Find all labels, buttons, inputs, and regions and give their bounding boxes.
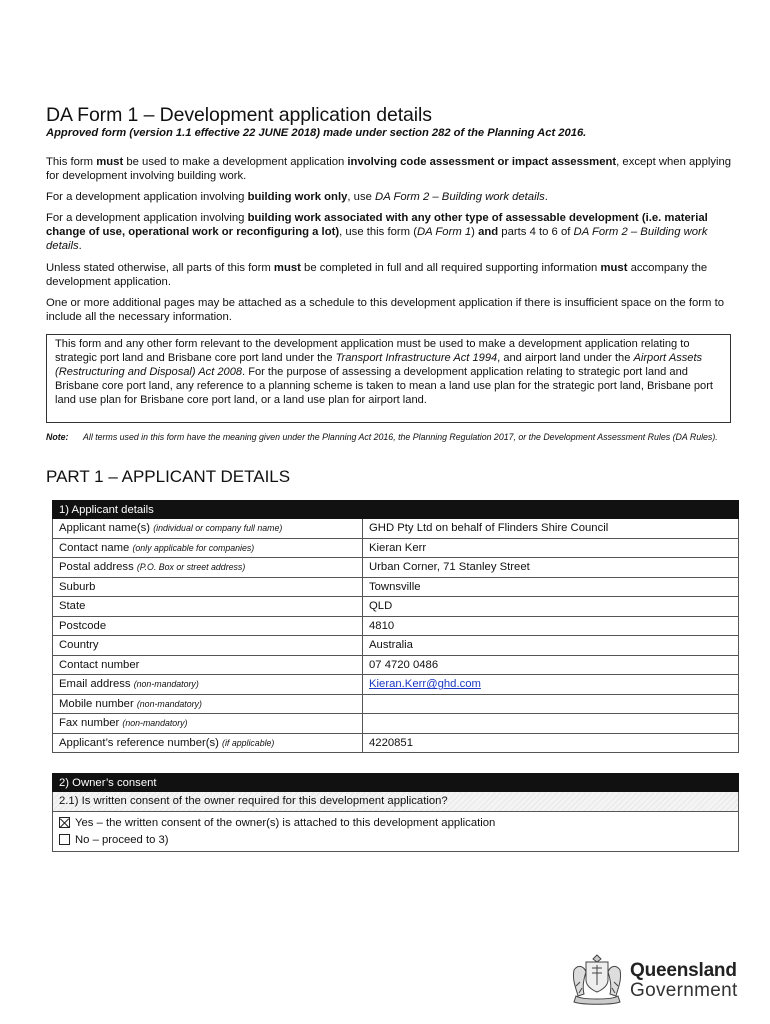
table-row [53,616,739,636]
intro-paragraph-5: One or more additional pages may be attached as a schedule to this development application if there is insufficient space on the form to include all the necessary information. [46,297,725,323]
intro-paragraph-4: Unless stated otherwise, all parts of this form must be completed in full and all required supporting information must accompany the development application. [46,262,708,288]
table-row [53,519,739,539]
table-row [53,733,739,753]
note-text: All terms used in this form have the meaning given under the Planning Act 2016, the Planning Regulation 2017, or the Development Assessment Rules (DA Rules). [83,432,718,442]
field-label: Contact name (only applicable for companies) [53,538,363,558]
field-label: Postcode [53,616,363,636]
field-label: Mobile number (non-mandatory) [53,694,363,714]
mobile-number-field[interactable] [363,694,739,714]
section-header-owners-consent: 2) Owner’s consent [53,774,739,792]
country-field[interactable]: Australia [363,636,739,656]
applicant-details-table [52,500,739,753]
table-row [53,636,739,656]
field-label: Contact number [53,655,363,675]
field-label: Applicant name(s) (individual or company full name) [53,519,363,539]
postal-address-field[interactable]: Urban Corner, 71 Stanley Street [363,558,739,578]
field-label: Applicant’s reference number(s) (if applicable) [53,733,363,753]
email-field[interactable] [363,675,739,695]
field-label: Country [53,636,363,656]
table-row [53,558,739,578]
table-row [53,675,739,695]
table-row [53,694,739,714]
question-2-1: 2.1) Is written consent of the owner required for this development application? [53,792,739,812]
checkbox-checked-icon[interactable] [59,817,70,828]
contact-number-field[interactable]: 07 4720 0486 [363,655,739,675]
part1-heading: PART 1 – APPLICANT DETAILS [46,467,291,486]
intro-paragraph-3: For a development application involving building work associated with any other type of assessable development (i.e. material change of use, operational work or reconfiguring a lot), use this form (DA Form 1) and parts 4 to 6 of DA Form 2 – Building work details. [46,212,708,252]
terms-note [46,431,734,443]
queensland-government-logo [566,952,738,1004]
field-label: Suburb [53,577,363,597]
option-no-label: No – proceed to 3) [75,833,169,846]
table-row [53,577,739,597]
intro-paragraph-1: This form must be used to make a development application involving code assessment or impact assessment, except when applying for development involving building work. [46,156,732,182]
option-yes[interactable] [59,815,732,832]
email-link[interactable]: Kieran.Kerr@ghd.com [369,678,481,691]
intro-paragraph-2: For a development application involving building work only, use DA Form 2 – Building work details. [46,191,548,203]
table-row [53,597,739,617]
contact-name-field[interactable]: Kieran Kerr [363,538,739,558]
field-label: Postal address (P.O. Box or street address) [53,558,363,578]
form-title: DA Form 1 – Development application details [46,104,432,126]
field-label: Email address (non-mandatory) [53,675,363,695]
table-row [53,655,739,675]
owners-consent-table [52,773,739,852]
logo-government-text: Government [630,980,738,1001]
question-row [53,792,739,812]
note-label: Note: [46,432,69,442]
postcode-field[interactable]: 4810 [363,616,739,636]
applicant-name-field[interactable]: GHD Pty Ltd on behalf of Flinders Shire Council [363,519,739,539]
checkbox-unchecked-icon[interactable] [59,834,70,845]
field-label: Fax number (non-mandatory) [53,714,363,734]
form-subtitle: Approved form (version 1.1 effective 22 JUNE 2018) made under section 282 of the Planning Act 2016. [46,127,587,139]
reference-number-field[interactable]: 4220851 [363,733,739,753]
section-header-applicant-details: 1) Applicant details [53,501,739,519]
option-yes-label: Yes – the written consent of the owner(s) is attached to this development application [75,816,496,829]
options-row [53,811,739,851]
field-label: State [53,597,363,617]
suburb-field[interactable]: Townsville [363,577,739,597]
table-row [53,714,739,734]
fax-number-field[interactable] [363,714,739,734]
state-field[interactable]: QLD [363,597,739,617]
option-no[interactable] [59,832,732,849]
port-land-notice-box: This form and any other form relevant to the development application must be used to make a development application relating to strategic port land and Brisbane core port land under the Transport Infrastructure Act 1994, and airport land under the Airport Assets (Restructuring and Disposal) Act 2008. For the purpose of assessing a development application relating to strategic port land and Brisbane core port land, any reference to a planning scheme is taken to mean a land use plan for the strategic port land, Brisbane port land use plan for Brisbane core port land, or a land use plan for airport land. [46,334,731,423]
logo-queensland-text: Queensland [630,960,737,981]
coat-of-arms-icon [566,952,628,1006]
table-row [53,538,739,558]
